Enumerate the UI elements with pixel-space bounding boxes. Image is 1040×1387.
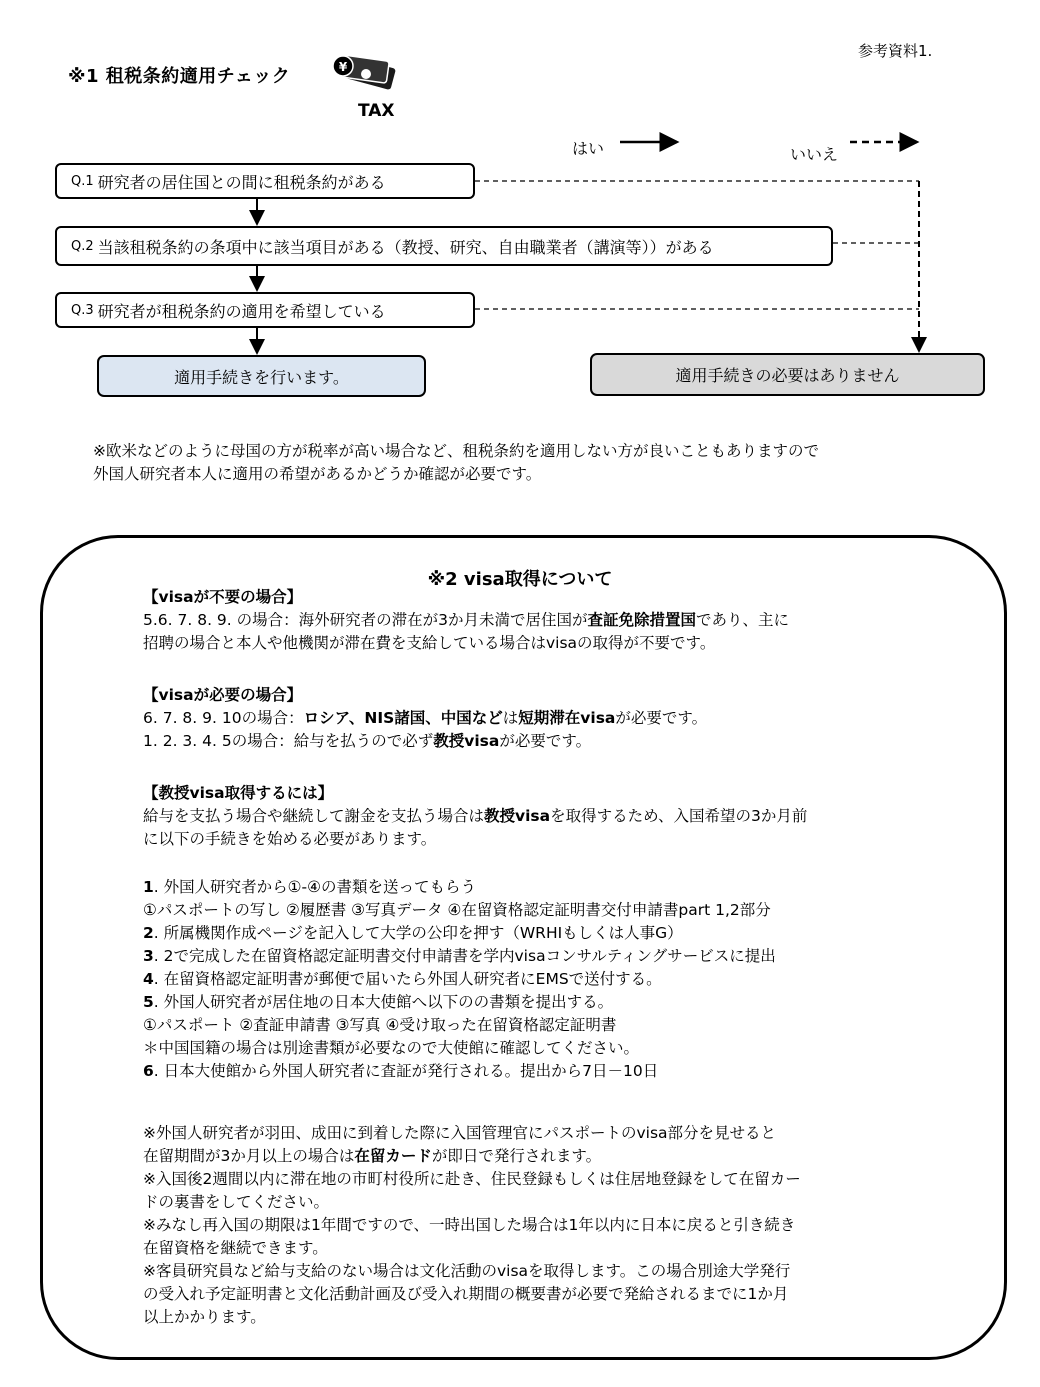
step-5-documents: ①パスポート ②査証申請書 ③写真 ④受け取った在留資格認定証明書 <box>143 1016 617 1034</box>
note-3-line-2: 在留資格を継続できます。 <box>143 1239 328 1257</box>
visa-required-line-1: 6. 7. 8. 9. 10の場合：ロシア、NIS諸国、中国などは短期滞在visaが必要です。 <box>143 709 708 727</box>
question-3-number: Q.3 <box>71 302 94 318</box>
question-1-box <box>55 163 475 199</box>
question-2-box <box>55 226 833 266</box>
visa-notes <box>143 1122 801 1329</box>
professor-visa-line-1: 給与を支払う場合や継続して謝金を支払う場合は教授visaを取得するため、入国希望の3か月前 <box>143 807 808 825</box>
tax-note-line-2: 外国人研究者本人に適用の希望があるかどうか確認が必要です。 <box>93 465 542 483</box>
question-2-number: Q.2 <box>71 238 94 254</box>
visa-not-required-line-2: 招聘の場合と本人や他機関が滞在費を支給している場合はvisaの取得が不要です。 <box>143 634 716 652</box>
professor-visa-line-2: に以下の手続きを始める必要があります。 <box>143 830 437 848</box>
note-4-line-3: 以上かかります。 <box>143 1308 266 1326</box>
question-3-text: 研究者が租税条約の適用を希望している <box>97 301 386 321</box>
tax-treaty-note <box>93 440 819 486</box>
note-2-line-2: ドの裏書をしてください。 <box>143 1193 330 1211</box>
result-not-required-box: 適用手続きの必要はありません <box>590 353 985 396</box>
tax-note-line-1: ※欧米などのように母国の方が税率が高い場合など、租税条約を適用しない方が良いこともありますので <box>93 442 819 460</box>
professor-visa-block <box>143 782 807 851</box>
note-1-line-1: ※外国人研究者が羽田、成田に到着した際に入国管理官にパスポートのvisa部分を見せると <box>143 1124 777 1142</box>
step-5-note: ＊中国国籍の場合は別途書類が必要なので大使館に確認してください。 <box>143 1039 640 1057</box>
step-1: 1. 外国人研究者から①-④の書類を送ってもらう <box>143 878 477 896</box>
legend-yes: はい <box>572 139 605 158</box>
step-4: 4. 在留資格認定証明書が郵便で届いたら外国人研究者にEMSで送付する。 <box>143 970 662 988</box>
visa-not-required-line-1: 5.6. 7. 8. 9. の場合：海外研究者の滞在が3か月未満で居住国が査証免除措置国であり、主に <box>143 611 790 629</box>
visa-not-required-heading: 【visaが不要の場合】 <box>143 588 303 606</box>
visa-not-required-block <box>143 586 789 655</box>
question-3-box <box>55 292 475 328</box>
step-1-documents: ①パスポートの写し ②履歴書 ③写真データ ④在留資格認定証明書交付申請書part 1,2部分 <box>143 901 771 919</box>
step-5: 5. 外国人研究者が居住地の日本大使館へ以下のの書類を提出する。 <box>143 993 614 1011</box>
visa-required-line-2: 1. 2. 3. 4. 5の場合：給与を払うので必ず教授visaが必要です。 <box>143 732 592 750</box>
procedure-steps <box>143 876 776 1083</box>
professor-visa-heading: 【教授visa取得するには】 <box>143 784 334 802</box>
step-2: 2. 所属機関作成ページを記入して大学の公印を押す（WRHIもしくは人事G） <box>143 924 683 942</box>
note-1-line-2: 在留期間が3か月以上の場合は在留カードが即日で発行されます。 <box>143 1147 602 1165</box>
visa-required-block <box>143 684 707 753</box>
note-4-line-2: の受入れ予定証明書と文化活動計画及び受入れ期間の概要書が必要で発給されるまでに1か月 <box>143 1285 789 1303</box>
section1-title: ※1 租税条約適用チェック <box>68 66 291 87</box>
note-3-line-1: ※みなし再入国の期限は1年間ですので、一時出国した場合は1年以内に日本に戻ると引き続き <box>143 1216 796 1234</box>
note-4-line-1: ※客員研究員など給与支給のない場合は文化活動のvisaを取得します。この場合別途大学発行 <box>143 1262 791 1280</box>
question-2-text: 当該租税条約の条項中に該当項目がある（教授、研究、自由職業者（講演等））がある <box>97 237 714 257</box>
step-3: 3. 2で完成した在留資格認定証明書交付申請書を学内visaコンサルティングサービスに提出 <box>143 947 776 965</box>
legend-no: いいえ <box>790 145 839 164</box>
result-apply-box: 適用手続きを行います。 <box>97 355 426 397</box>
question-1-number: Q.1 <box>71 173 94 189</box>
reference-label: 参考資料1. <box>858 42 933 60</box>
note-2-line-1: ※入国後2週間以内に滞在地の市町村役所に赴き、住民登録もしくは住居地登録をして在留カー <box>143 1170 801 1188</box>
step-6: 6. 日本大使館から外国人研究者に査証が発行される。提出から7日－10日 <box>143 1062 659 1080</box>
visa-required-heading: 【visaが必要の場合】 <box>143 686 303 704</box>
section2-title: ※2 visa取得について <box>427 569 613 590</box>
tax-icon-label: TAX <box>358 101 395 120</box>
question-1-text: 研究者の居住国との間に租税条約がある <box>97 172 386 192</box>
svg-text:¥: ¥ <box>338 60 348 74</box>
